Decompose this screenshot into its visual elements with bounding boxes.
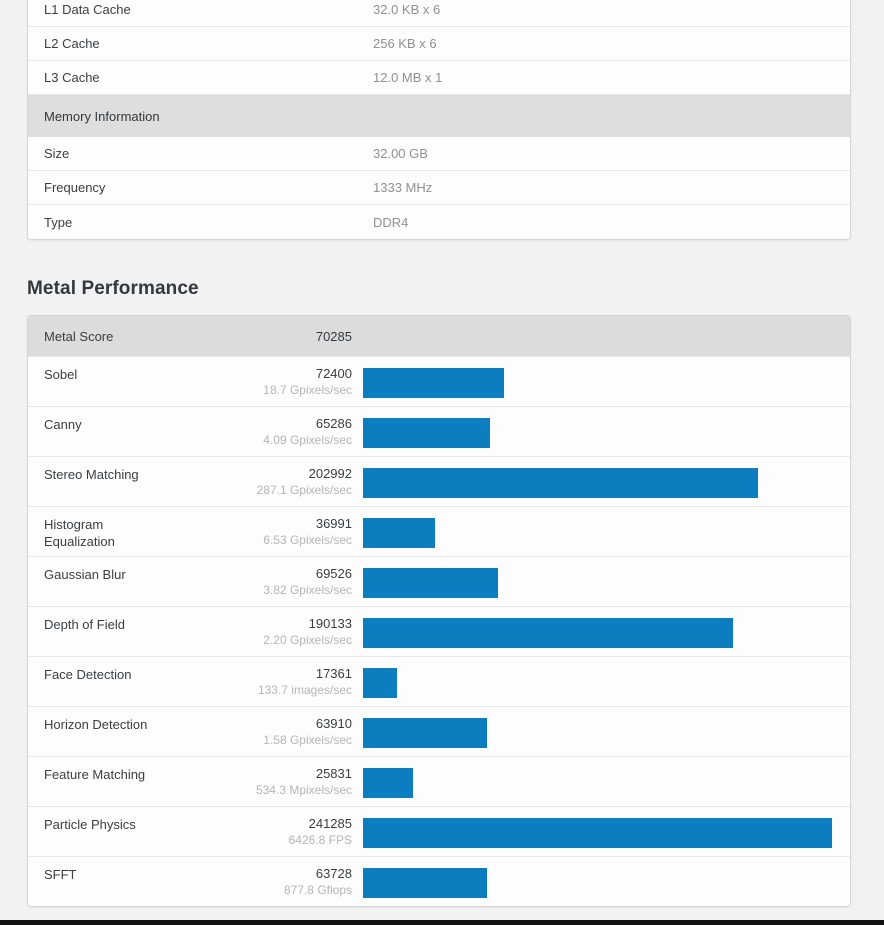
benchmark-score: 63910 bbox=[315, 716, 352, 731]
metal-score-header-row bbox=[28, 316, 850, 356]
benchmark-name: Face Detection bbox=[44, 667, 132, 682]
score-bar bbox=[363, 868, 487, 898]
benchmark-rate: 287.1 Gpixels/sec bbox=[256, 483, 352, 497]
benchmark-score: 63728 bbox=[315, 866, 352, 881]
table-row bbox=[28, 205, 850, 239]
benchmark-score: 190133 bbox=[308, 616, 352, 631]
metal-score-label: Metal Score bbox=[44, 328, 114, 344]
table-row bbox=[28, 171, 850, 205]
benchmark-row bbox=[28, 806, 850, 856]
benchmark-row bbox=[28, 506, 850, 556]
benchmark-row bbox=[28, 356, 850, 406]
benchmark-rate: 18.7 Gpixels/sec bbox=[263, 383, 352, 397]
row-value: 32.0 KB x 6 bbox=[373, 2, 441, 17]
benchmark-rate: 6426.8 FPS bbox=[288, 833, 352, 847]
benchmark-name: Histogram Equalization bbox=[44, 517, 115, 549]
row-value: 12.0 MB x 1 bbox=[373, 70, 443, 85]
benchmark-score: 69526 bbox=[315, 566, 352, 581]
benchmark-score: 241285 bbox=[308, 816, 352, 831]
score-bar bbox=[363, 468, 758, 498]
benchmark-name: Canny bbox=[44, 417, 82, 432]
benchmark-name: SFFT bbox=[44, 867, 77, 882]
row-value: 256 KB x 6 bbox=[373, 36, 437, 51]
benchmark-row bbox=[28, 656, 850, 706]
row-value: 32.00 GB bbox=[373, 146, 428, 161]
benchmark-name: Horizon Detection bbox=[44, 717, 148, 732]
table-row bbox=[28, 137, 850, 171]
benchmark-name: Particle Physics bbox=[44, 817, 136, 832]
benchmark-rate: 1.58 Gpixels/sec bbox=[263, 733, 352, 747]
benchmark-rate: 6.53 Gpixels/sec bbox=[263, 533, 352, 547]
benchmark-score: 25831 bbox=[315, 766, 352, 781]
benchmark-rate: 4.09 Gpixels/sec bbox=[263, 433, 352, 447]
footer-bar bbox=[0, 920, 884, 925]
row-value: DDR4 bbox=[373, 214, 409, 230]
table-row bbox=[28, 0, 850, 27]
benchmark-row bbox=[28, 756, 850, 806]
benchmark-name: Sobel bbox=[44, 367, 78, 382]
score-bar bbox=[363, 518, 435, 548]
benchmark-score: 202992 bbox=[308, 466, 352, 481]
row-label: L3 Cache bbox=[44, 70, 100, 85]
benchmark-name: Depth of Field bbox=[44, 617, 125, 632]
row-label: Size bbox=[44, 146, 70, 161]
benchmark-score: 17361 bbox=[315, 666, 352, 681]
benchmark-rate: 133.7 images/sec bbox=[257, 683, 352, 697]
table-row bbox=[28, 61, 850, 95]
table-row bbox=[28, 27, 850, 61]
score-bar bbox=[363, 618, 733, 648]
benchmark-name: Stereo Matching bbox=[44, 467, 139, 482]
row-label: L2 Cache bbox=[44, 36, 100, 51]
benchmark-rate: 534.3 Mpixels/sec bbox=[255, 783, 352, 797]
score-bar bbox=[363, 718, 487, 748]
benchmark-row bbox=[28, 556, 850, 606]
score-bar bbox=[363, 368, 504, 398]
benchmark-row bbox=[28, 856, 850, 906]
score-bar bbox=[363, 668, 397, 698]
score-bar bbox=[363, 418, 490, 448]
benchmark-rate: 2.20 Gpixels/sec bbox=[263, 633, 352, 647]
benchmark-rate: 877.8 Gflops bbox=[283, 883, 352, 897]
metal-performance-table bbox=[27, 315, 851, 907]
benchmark-score: 65286 bbox=[315, 416, 352, 431]
benchmark-rate: 3.82 Gpixels/sec bbox=[263, 583, 352, 597]
metal-score-value: 70285 bbox=[315, 328, 352, 344]
row-value: 1333 MHz bbox=[373, 180, 433, 195]
benchmark-score: 36991 bbox=[315, 516, 352, 531]
score-bar bbox=[363, 568, 498, 598]
benchmark-row bbox=[28, 706, 850, 756]
score-bar bbox=[363, 768, 413, 798]
benchmark-name: Feature Matching bbox=[44, 767, 146, 782]
metal-performance-heading: Metal Performance bbox=[27, 278, 199, 299]
system-info-table bbox=[27, 0, 851, 240]
memory-information-section-header: Memory Information bbox=[28, 95, 850, 137]
row-label: L1 Data Cache bbox=[44, 2, 131, 17]
row-label: Type bbox=[44, 214, 73, 230]
benchmark-score: 72400 bbox=[315, 366, 352, 381]
benchmark-row bbox=[28, 456, 850, 506]
benchmark-row bbox=[28, 406, 850, 456]
row-label: Frequency bbox=[44, 180, 106, 195]
benchmark-name: Gaussian Blur bbox=[44, 567, 126, 582]
benchmark-row bbox=[28, 606, 850, 656]
score-bar bbox=[363, 818, 832, 848]
